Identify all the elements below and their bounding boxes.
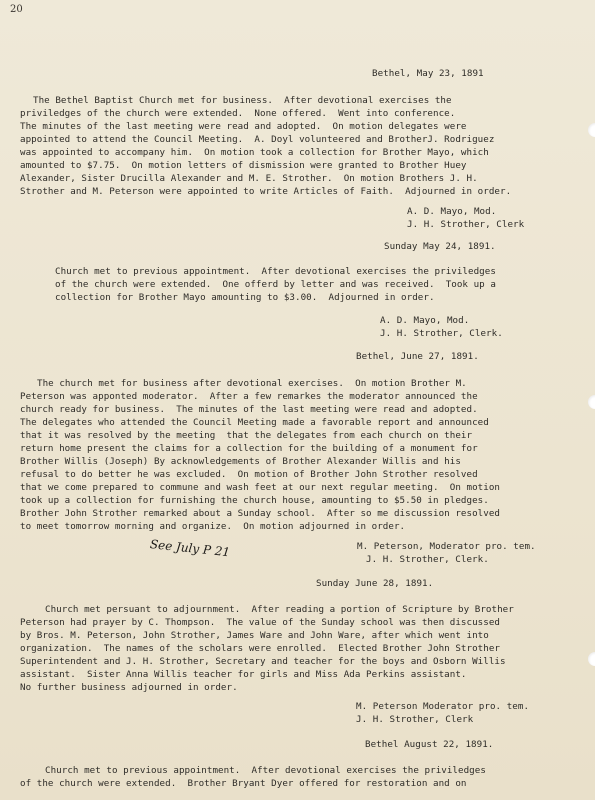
- entry-line: that we come prepared to commune and wash feet at our next regular meeting. On motion: [20, 482, 500, 493]
- entry-date: Bethel, June 27, 1891.: [356, 351, 479, 362]
- entry-line: Church met persuant to adjournment. After reading a portion of Scripture by Brother: [45, 604, 514, 615]
- entry-line: Alexander, Sister Drucilla Alexander and M. E. Strother. On motion Brothers J. H.: [20, 173, 478, 184]
- entry-line: The church met for business after devotional exercises. On motion Brother M.: [37, 378, 467, 389]
- entry-date: Bethel, May 23, 1891: [372, 68, 484, 79]
- entry-line: Strother and M. Peterson were appointed to write Articles of Faith. Adjourned in order.: [20, 186, 512, 197]
- entry-line: Peterson was apponted moderator. After a few remarkes the moderator announced the: [20, 391, 478, 402]
- signature-line: A. D. Mayo, Mod.: [380, 315, 470, 326]
- entry-line: Brother John Strother remarked about a Sunday school. After so me discussion resolved: [20, 508, 500, 519]
- entry-line: that it was resolved by the meeting that the delegates from each church on their: [20, 430, 473, 441]
- signature-line: A. D. Mayo, Mod.: [407, 206, 497, 217]
- entry-line: refusal to do better he was excluded. On motion of Brother John Strother resolved: [20, 469, 478, 480]
- entry-line: Superintendent and J. H. Strother, Secretary and teacher for the boys and Osborn Willis: [20, 656, 506, 667]
- entry-line: church ready for business. The minutes of the last meeting were read and adopted.: [20, 404, 478, 415]
- handwritten-note: See July P 21: [149, 537, 231, 560]
- entry-line: was appointed to accompany him. On motion took a collection for Brother Mayo, which: [20, 147, 489, 158]
- entry-date: Bethel August 22, 1891.: [365, 739, 494, 750]
- entry-line: Church met to previous appointment. After devotional exercises the priviledges: [55, 266, 496, 277]
- entry-line: to meet tomorrow morning and organize. On motion adjourned in order.: [20, 521, 406, 532]
- entry-date: Sunday May 24, 1891.: [384, 241, 496, 252]
- entry-line: by Bros. M. Peterson, John Strother, James Ware and John Ware, after which went into: [20, 630, 489, 641]
- signature-line: J. H. Strother, Clerk: [407, 219, 525, 230]
- entry-line: appointed to attend the Council Meeting. A. Doyl volunteered and BrotherJ. Rodriguez: [20, 134, 495, 145]
- signature-line: J. H. Strother, Clerk.: [380, 328, 503, 339]
- entry-line: took up a collection for furnishing the church house, amounting to $5.50 in pledges.: [20, 495, 489, 506]
- punch-hole: [588, 123, 595, 137]
- signature-line: J. H. Strother, Clerk.: [366, 554, 489, 565]
- signature-line: M. Peterson, Moderator pro. tem.: [357, 541, 536, 552]
- punch-hole: [588, 652, 595, 666]
- entry-line: The minutes of the last meeting were read and adopted. On motion delegates were: [20, 121, 467, 132]
- entry-date: Sunday June 28, 1891.: [316, 578, 434, 589]
- entry-line: collection for Brother Mayo amounting to $3.00. Adjourned in order.: [55, 292, 435, 303]
- entry-line: organization. The names of the scholars were enrolled. Elected Brother John Strother: [20, 643, 500, 654]
- entry-line: return home present the claims for a collection for the building of a monument for: [20, 443, 478, 454]
- entry-line: The Bethel Baptist Church met for business. After devotional exercises the: [33, 95, 452, 106]
- entry-line: Peterson had prayer by C. Thompson. The value of the Sunday school was then discussed: [20, 617, 500, 628]
- entry-line: of the church were extended. Brother Bryant Dyer offered for restoration and on: [20, 778, 467, 789]
- entry-line: assistant. Sister Anna Willis teacher for girls and Miss Ada Perkins assistant.: [20, 669, 467, 680]
- entry-line: amounted to $7.75. On motion letters of dismission were granted to Brother Huey: [20, 160, 467, 171]
- punch-hole: [588, 395, 595, 409]
- entry-line: of the church were extended. One offerd by letter and was received. Took up a: [55, 279, 496, 290]
- page-number: 20: [10, 4, 23, 15]
- entry-line: Brother Willis (Joseph) By acknowledgements of Brother Alexander Willis and his: [20, 456, 461, 467]
- entry-line: priviledges of the church were extended. None offered. Went into conference.: [20, 108, 456, 119]
- entry-line: The delegates who attended the Council Meeting made a favorable report and announced: [20, 417, 489, 428]
- signature-line: J. H. Strother, Clerk: [356, 714, 474, 725]
- signature-line: M. Peterson Moderator pro. tem.: [356, 701, 530, 712]
- entry-line: No further business adjourned in order.: [20, 682, 238, 693]
- entry-line: Church met to previous appointment. After devotional exercises the priviledges: [45, 765, 486, 776]
